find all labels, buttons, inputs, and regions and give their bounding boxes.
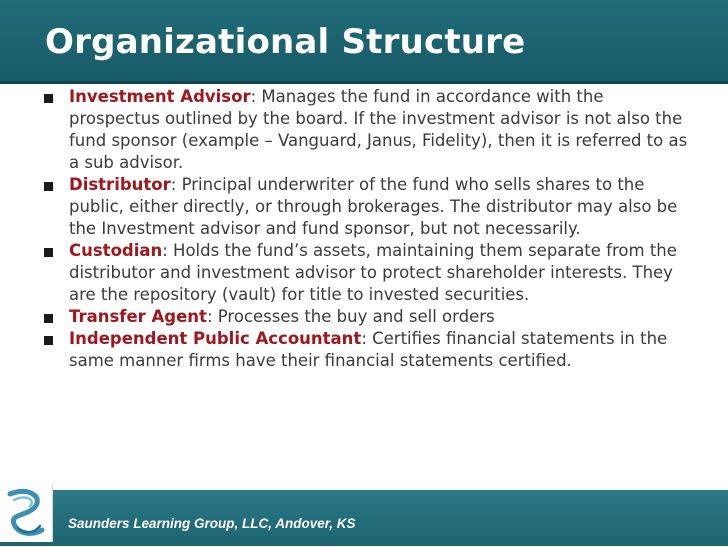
title-bar <box>0 0 728 84</box>
swirl-logo-graphic <box>0 484 52 542</box>
bullet-distributor <box>40 174 690 240</box>
term-description: : Processes the buy and sell orders <box>206 307 495 326</box>
footer-text: Saunders Learning Group, LLC, Andover, KS <box>68 516 356 531</box>
square-bullet-icon <box>44 336 53 345</box>
bullet-independent-public-accountant <box>40 328 690 372</box>
square-bullet-icon <box>44 182 53 191</box>
term-description: : Certifies financial statements in the same manner firms have their financial statements certified. <box>69 329 668 370</box>
square-bullet-icon <box>44 94 53 103</box>
square-bullet-icon <box>44 248 53 257</box>
footer-bar <box>0 490 728 546</box>
term-label: Transfer Agent <box>69 307 207 326</box>
term-description: : Manages the fund in accordance with the prospectus outlined by the board. If the investment advisor is not also the fund sponsor (example – Vanguard, Janus, Fidelity), then it is referred to as a sub advisor. <box>69 87 688 172</box>
term-label: Investment Advisor <box>69 87 251 106</box>
bullet-investment-advisor <box>40 86 690 174</box>
slide-title: Organizational Structure <box>45 22 526 62</box>
bullet-transfer-agent <box>40 306 690 328</box>
term-label: Independent Public Accountant <box>69 329 362 348</box>
square-bullet-icon <box>44 314 53 323</box>
swirl-logo-icon <box>0 484 53 542</box>
term-description: : Holds the fund’s assets, maintaining them separate from the distributor and investment advisor to protect shareholder interests. They are the repository (vault) for title to invested securities. <box>69 241 677 304</box>
bullet-custodian <box>40 240 690 306</box>
term-label: Custodian <box>69 241 163 260</box>
term-description: : Principal underwriter of the fund who sells shares to the public, either directly, or through brokerages. The distributor may also be the Investment advisor and fund sponsor, but not necessarily. <box>69 175 678 238</box>
bullet-list <box>40 86 690 372</box>
term-label: Distributor <box>69 175 171 194</box>
